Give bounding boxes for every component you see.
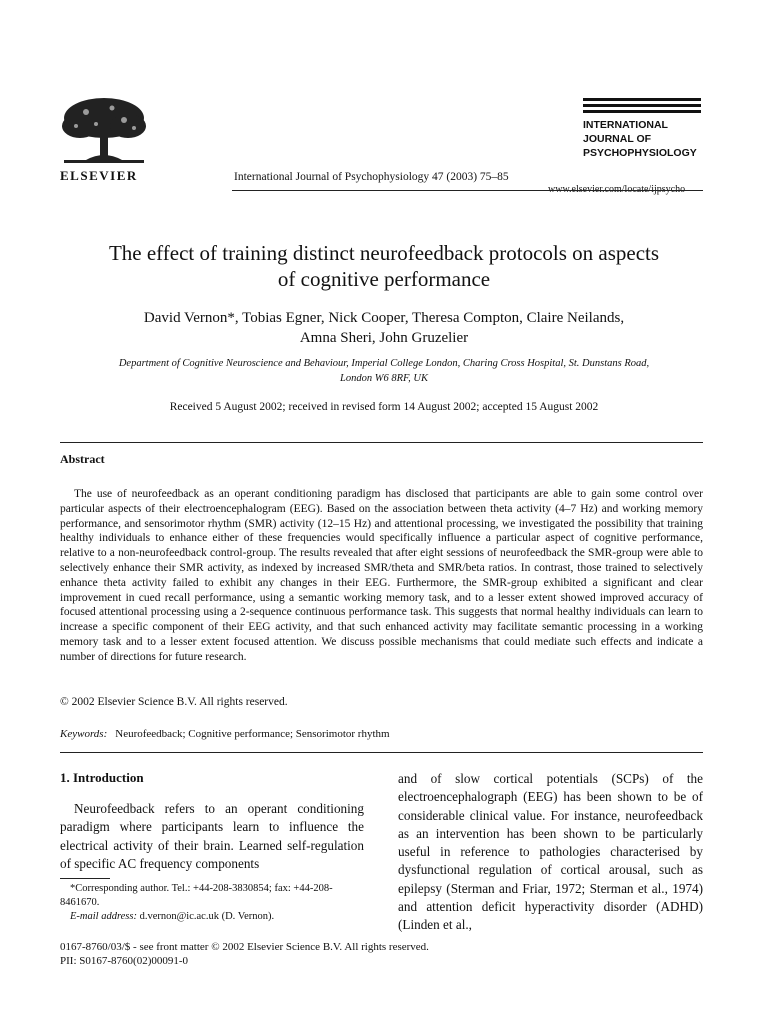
masthead-line-3: PSYCHOPHYSIOLOGY <box>583 147 697 159</box>
journal-citation: International Journal of Psychophysiology 47 (2003) 75–85 <box>234 171 509 183</box>
authors-line-2: Amna Sheri, John Gruzelier <box>299 330 469 346</box>
title-line-1: The effect of training distinct neurofeedback protocols on aspects <box>108 241 660 265</box>
keywords-label: Keywords: <box>60 728 108 740</box>
front-matter <box>60 940 429 968</box>
footnote <box>60 882 364 924</box>
keywords-list: Neurofeedback; Cognitive performance; Sensorimotor rhythm <box>115 728 390 740</box>
journal-masthead <box>583 118 697 160</box>
title-line-2: of cognitive performance <box>277 267 491 291</box>
author-list <box>60 308 708 348</box>
corresponding-author-note: *Corresponding author. Tel.: +44-208-3830854; fax: +44-208-8461670. <box>60 883 333 908</box>
abstract-bottom-rule <box>60 752 703 753</box>
received-dates: Received 5 August 2002; received in revised form 14 August 2002; accepted 15 August 2002 <box>169 401 599 413</box>
article-title <box>40 240 728 292</box>
affiliation-line-1: Department of Cognitive Neuroscience and Behaviour, Imperial College London, Charing Cross Hospital, St. Dunstans Road, <box>118 358 650 369</box>
keywords <box>60 728 390 740</box>
intro-paragraph-right: and of slow cortical potentials (SCPs) of the electroencephalograph (EEG) has been shown to be of considerable clinical value. For instance, neurofeedback as an intervention has been shown to be particularly useful in reference to pathologies characterised by dysfunctional regulation of cortical arousal, such as epilepsy (Sterman and Friar, 1972; Sterman et al., 1974) and attention deficit hyperactivity disorder (ADHD) (Linden et al., <box>398 771 703 933</box>
abstract-copyright: © 2002 Elsevier Science B.V. All rights reserved. <box>60 696 288 708</box>
affiliation <box>60 356 708 386</box>
left-column <box>60 770 364 873</box>
authors-line-1: David Vernon*, Tobias Egner, Nick Cooper, Theresa Compton, Claire Neilands, <box>143 310 625 326</box>
email-note <box>60 910 364 924</box>
intro-paragraph-left: Neurofeedback refers to an operant conditioning paradigm where participants learn to influence the electrical activity of their brain. Learned self-regulation of specific AC frequency components <box>60 801 364 871</box>
masthead-rules <box>583 98 701 116</box>
abstract-body: The use of neurofeedback as an operant conditioning paradigm has disclosed that participants are able to gain some control over particular aspects of their electroencephalogram (EEG). Based on the association between theta activity (4–7 Hz) and working memory performance, and sensorimotor rhythm (SMR) activity (12–15 Hz) and attentional processing, we investigated the possibility that training healthy individuals to enhance either of these frequencies would specifically influence a particular aspect of cognitive performance, relative to a non-neurofeedback control-group. The results revealed that after eight sessions of neurofeedback the SMR-group were able to selectively enhance their SMR activity, as indexed by increased SMR/theta and SMR/beta ratios. In contrast, those trained to selectively enhance theta activity failed to exhibit any changes in their EEG. Furthermore, the SMR-group exhibited a significant and clear improvement in cued recall performance, using a semantic working memory task, and to a lesser extent showed improved accuracy of focused attentional processing using a 2-sequence continuous performance task. This suggests that normal healthy individuals can learn to increase a specific component of their EEG activity, and that such enhanced activity may facilitate semantic processing in a working memory task and to a lesser extent focused attention. We discuss possible mechanisms that could mediate such effects and indicate a number of directions for future research. <box>60 488 703 663</box>
pii-line: PII: S0167-8760(02)00091-0 <box>60 955 189 967</box>
footnote-rule <box>60 878 110 879</box>
section-heading-introduction: 1. Introduction <box>60 770 144 785</box>
publisher-wordmark: ELSEVIER <box>60 168 138 183</box>
masthead-line-1: INTERNATIONAL <box>583 119 668 131</box>
email-label: E-mail address: <box>70 911 137 922</box>
abstract-top-rule <box>60 442 703 443</box>
front-matter-line-1: 0167-8760/03/$ - see front matter © 2002 Elsevier Science B.V. All rights reserved. <box>60 941 429 953</box>
masthead-line-2: JOURNAL OF <box>583 133 652 145</box>
abstract-heading: Abstract <box>60 452 105 466</box>
affiliation-line-2: London W6 8RF, UK <box>340 373 428 384</box>
email-address-link[interactable]: d.vernon@ic.ac.uk (D. Vernon). <box>139 911 275 922</box>
header-divider <box>232 190 703 191</box>
right-column <box>398 770 703 935</box>
